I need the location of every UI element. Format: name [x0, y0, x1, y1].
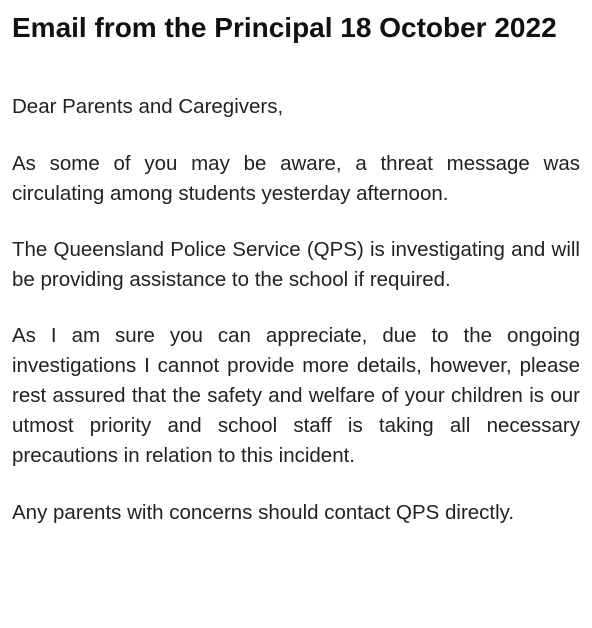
paragraph-contact-qps: Any parents with concerns should contact QPS directly.: [12, 501, 515, 524]
paragraph-threat-message: As some of you may be aware, a threat message was circulating among students yesterday afternoon.: [12, 152, 580, 205]
email-title: Email from the Principal 18 October 2022: [12, 12, 557, 43]
paragraph-police-investigation: The Queensland Police Service (QPS) is investigating and will be providing assistance to the school if required.: [12, 238, 580, 291]
paragraph-safety-reassurance: As I am sure you can appreciate, due to the ongoing investigations I cannot provide more details, however, please rest assured that the safety and welfare of your children is our utmost priority and school staff is taking all necessary precautions in relation to this incident.: [12, 324, 580, 467]
salutation: Dear Parents and Caregivers,: [12, 95, 284, 118]
email-document: [12, 8, 580, 528]
